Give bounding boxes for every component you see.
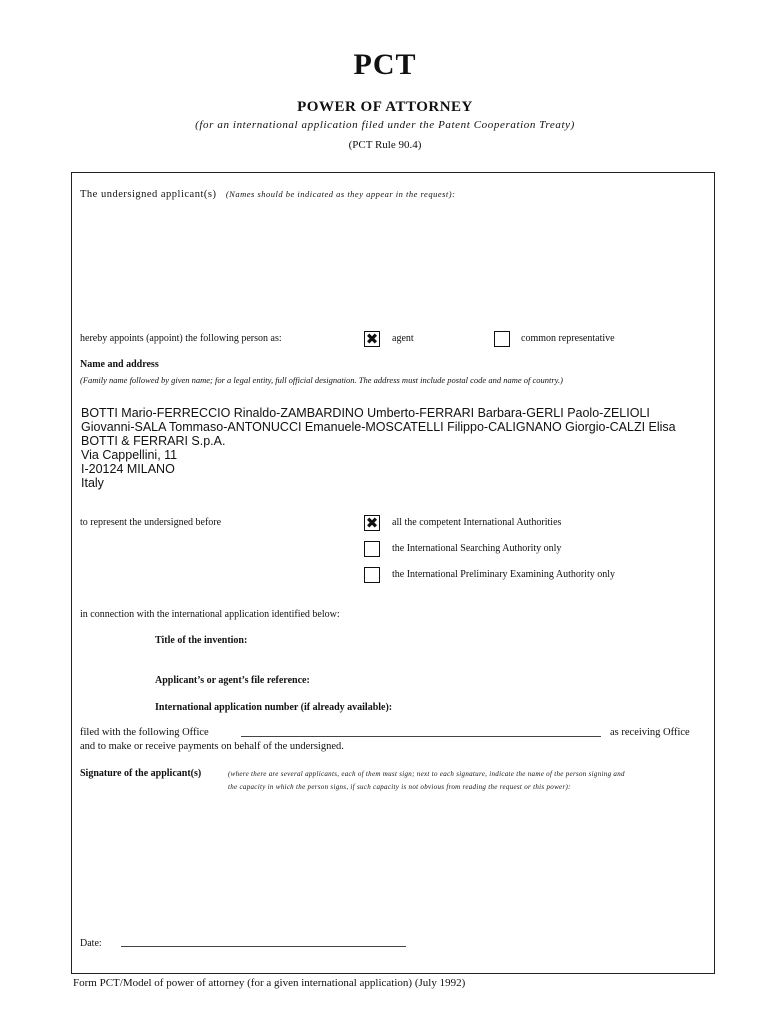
file-reference-field[interactable] <box>340 672 700 690</box>
application-number-label: International application number (if already available): <box>155 702 393 713</box>
address-line: BOTTI Mario-FERRECCIO Rinaldo-ZAMBARDINO Umberto-FERRARI Barbara-GERLI Paolo-ZELIOLI <box>81 406 650 420</box>
date-label: Date: <box>80 938 102 949</box>
connection-label: in connection with the international application identified below: <box>80 609 340 620</box>
date-field[interactable] <box>121 946 406 947</box>
form-rule: (PCT Rule 90.4) <box>348 139 422 151</box>
form-subtitle: POWER OF ATTORNEY <box>297 99 473 115</box>
signature-field[interactable] <box>80 800 705 930</box>
agent-label: agent <box>392 333 414 344</box>
title-of-invention-field[interactable] <box>280 632 700 650</box>
address-line: I-20124 MILANO <box>81 462 175 476</box>
form-description: (for an international application filed under the Patent Cooperation Treaty) <box>195 119 575 131</box>
ipea-only-label: the International Preliminary Examining Authority only <box>392 569 616 580</box>
common-representative-label: common representative <box>521 333 615 344</box>
filed-with-office-label: filed with the following Office <box>80 727 209 738</box>
all-authorities-label: all the competent International Authorities <box>392 517 562 528</box>
form-footer: Form PCT/Model of power of attorney (for a given international application) (July 1992) <box>73 977 466 989</box>
signature-note-line2: the capacity in which the person signs, if such capacity is not obvious from reading the request or this power): <box>228 783 571 791</box>
all-authorities-checkbox[interactable] <box>364 515 380 531</box>
agent-checkbox[interactable] <box>364 331 380 347</box>
address-line: BOTTI & FERRARI S.p.A. <box>81 434 226 448</box>
common-representative-checkbox[interactable] <box>494 331 510 347</box>
isa-only-label: the International Searching Authority only <box>392 543 562 554</box>
signature-note-line1: (where there are several applicants, each of them must sign; next to each signature, indicate the name of the person signing and <box>228 770 625 778</box>
represent-label: to represent the undersigned before <box>80 517 222 528</box>
application-number-field[interactable] <box>440 699 700 717</box>
title-of-invention-label: Title of the invention: <box>155 635 248 646</box>
applicant-label: The undersigned applicant(s) (Names should be indicated as they appear in the request): <box>80 189 456 200</box>
address-line: Via Cappellini, 11 <box>81 448 178 462</box>
receiving-office-label: as receiving Office <box>610 727 690 738</box>
isa-only-checkbox[interactable] <box>364 541 380 557</box>
address-line: Italy <box>81 476 104 490</box>
appoint-label: hereby appoints (appoint) the following person as: <box>80 333 282 344</box>
ipea-only-checkbox[interactable] <box>364 567 380 583</box>
file-reference-label: Applicant’s or agent’s file reference: <box>155 675 310 686</box>
applicant-note: (Names should be indicated as they appear in the request): <box>225 189 456 199</box>
name-address-note: (Family name followed by given name; for a legal entity, full official designation. The address must include postal code and name of country.) <box>80 375 563 385</box>
name-address-field[interactable] <box>81 406 676 490</box>
payments-label: and to make or receive payments on behalf of the undersigned. <box>80 741 344 752</box>
applicant-names-field[interactable] <box>80 206 700 324</box>
receiving-office-field[interactable] <box>241 736 601 737</box>
signature-label: Signature of the applicant(s) <box>80 768 202 779</box>
name-address-heading: Name and address <box>80 359 159 370</box>
address-line: Giovanni-SALA Tommaso-ANTONUCCI Emanuele-MOSCATELLI Filippo-CALIGNANO Giorgio-CALZI Elisa <box>81 420 676 434</box>
form-title: PCT <box>353 48 417 81</box>
